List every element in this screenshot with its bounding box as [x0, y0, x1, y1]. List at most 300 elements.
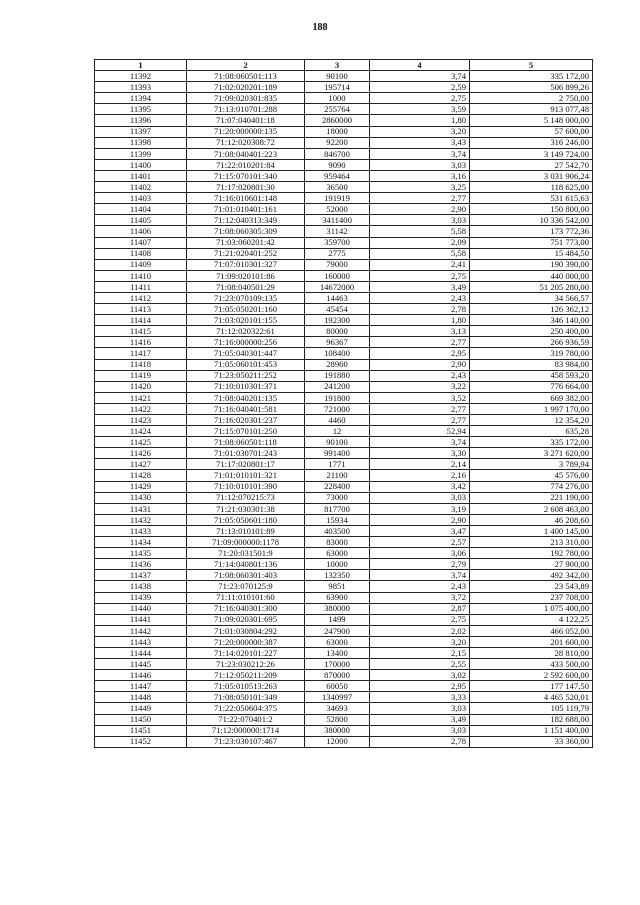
table-row [95, 315, 593, 326]
area-cell: 14463 [305, 292, 370, 303]
cadastral-number-cell: 71:21:020401:252 [187, 248, 305, 259]
row-number-cell: 11447 [95, 681, 187, 692]
area-cell: 96367 [305, 337, 370, 348]
value-cell: 335 172,00 [470, 71, 593, 82]
rate-cell: 2,55 [370, 659, 470, 670]
area-cell: 4460 [305, 415, 370, 426]
value-cell: 192 780,00 [470, 548, 593, 559]
area-cell: 60050 [305, 681, 370, 692]
value-cell: 126 362,12 [470, 304, 593, 315]
row-number-cell: 11410 [95, 270, 187, 281]
area-cell: 241200 [305, 381, 370, 392]
rate-cell: 2,78 [370, 304, 470, 315]
cadastral-number-cell: 71:23:030107:467 [187, 736, 305, 747]
rate-cell: 2,77 [370, 403, 470, 414]
cadastral-number-cell: 71:17:020801:17 [187, 459, 305, 470]
area-cell: 1499 [305, 614, 370, 625]
row-number-cell: 11413 [95, 304, 187, 315]
cadastral-number-cell: 71:08:060305:309 [187, 226, 305, 237]
area-cell: 12 [305, 426, 370, 437]
cadastral-number-cell: 71:17:020801:30 [187, 182, 305, 193]
area-cell: 170000 [305, 659, 370, 670]
area-cell: 192300 [305, 315, 370, 326]
rate-cell: 3,49 [370, 714, 470, 725]
rate-cell: 1,80 [370, 115, 470, 126]
area-cell: 191880 [305, 370, 370, 381]
value-cell: 913 077,48 [470, 104, 593, 115]
table-row [95, 204, 593, 215]
rate-cell: 2,95 [370, 348, 470, 359]
row-number-cell: 11399 [95, 148, 187, 159]
value-cell: 33 360,00 [470, 736, 593, 747]
value-cell: 221 190,00 [470, 492, 593, 503]
table-row [95, 193, 593, 204]
value-cell: 335 172,00 [470, 437, 593, 448]
rate-cell: 3,33 [370, 692, 470, 703]
cadastral-number-cell: 71:15:070101:250 [187, 426, 305, 437]
value-cell: 635,28 [470, 426, 593, 437]
rate-cell: 2,75 [370, 614, 470, 625]
area-cell: 52000 [305, 204, 370, 215]
value-cell: 27 900,00 [470, 559, 593, 570]
row-number-cell: 11411 [95, 281, 187, 292]
cadastral-number-cell: 71:20:031501:9 [187, 548, 305, 559]
value-cell: 506 899,26 [470, 82, 593, 93]
cadastral-number-cell: 71:03:020101:155 [187, 315, 305, 326]
value-cell: 1 075 400,00 [470, 603, 593, 614]
rate-cell: 2,43 [370, 581, 470, 592]
value-cell: 3 789,94 [470, 459, 593, 470]
area-cell: 90100 [305, 71, 370, 82]
cadastral-number-cell: 71:01:030701:243 [187, 448, 305, 459]
row-number-cell: 11441 [95, 614, 187, 625]
rate-cell: 3,06 [370, 548, 470, 559]
cadastral-number-cell: 71:08:060501:118 [187, 437, 305, 448]
cadastral-number-cell: 71:01:010101:321 [187, 470, 305, 481]
value-cell: 2 592 600,00 [470, 670, 593, 681]
cadastral-number-cell: 71:02:020201:189 [187, 82, 305, 93]
row-number-cell: 11405 [95, 215, 187, 226]
value-cell: 10 336 542,00 [470, 215, 593, 226]
cadastral-number-cell: 71:16:010601:148 [187, 193, 305, 204]
rate-cell: 2,09 [370, 237, 470, 248]
column-header-4: 4 [370, 60, 470, 71]
value-cell: 4 465 520,01 [470, 692, 593, 703]
row-number-cell: 11440 [95, 603, 187, 614]
cadastral-number-cell: 71:23:070125:9 [187, 581, 305, 592]
cadastral-number-cell: 71:13:010701:288 [187, 104, 305, 115]
cadastral-number-cell: 71:12:020308:72 [187, 137, 305, 148]
row-number-cell: 11437 [95, 570, 187, 581]
value-cell: 346 140,00 [470, 315, 593, 326]
table-row [95, 170, 593, 181]
row-number-cell: 11430 [95, 492, 187, 503]
rate-cell: 5,58 [370, 248, 470, 259]
table-row [95, 82, 593, 93]
value-cell: 23 543,89 [470, 581, 593, 592]
cadastral-number-cell: 71:08:060501:113 [187, 71, 305, 82]
cadastral-number-cell: 71:23:050211:252 [187, 370, 305, 381]
row-number-cell: 11397 [95, 126, 187, 137]
row-number-cell: 11442 [95, 625, 187, 636]
rate-cell: 3,03 [370, 725, 470, 736]
table-row [95, 570, 593, 581]
row-number-cell: 11426 [95, 448, 187, 459]
rate-cell: 2,77 [370, 415, 470, 426]
row-number-cell: 11432 [95, 514, 187, 525]
value-cell: 201 600,00 [470, 636, 593, 647]
table-body [95, 71, 593, 748]
cadastral-number-cell: 71:16:040301:300 [187, 603, 305, 614]
column-header-5: 5 [470, 60, 593, 71]
value-cell: 46 208,60 [470, 514, 593, 525]
rate-cell: 3,20 [370, 126, 470, 137]
rate-cell: 2,16 [370, 470, 470, 481]
rate-cell: 1,80 [370, 315, 470, 326]
area-cell: 34693 [305, 703, 370, 714]
row-number-cell: 11412 [95, 292, 187, 303]
value-cell: 237 708,00 [470, 592, 593, 603]
row-number-cell: 11419 [95, 370, 187, 381]
area-cell: 63000 [305, 548, 370, 559]
cadastral-number-cell: 71:05:050601:180 [187, 514, 305, 525]
area-cell: 12000 [305, 736, 370, 747]
cadastral-number-cell: 71:09:020301:695 [187, 614, 305, 625]
row-number-cell: 11406 [95, 226, 187, 237]
row-number-cell: 11416 [95, 337, 187, 348]
rate-cell: 3,47 [370, 525, 470, 536]
value-cell: 1 151 400,00 [470, 725, 593, 736]
table-row [95, 248, 593, 259]
area-cell: 63900 [305, 592, 370, 603]
table-row [95, 537, 593, 548]
value-cell: 466 052,00 [470, 625, 593, 636]
value-cell: 45 576,00 [470, 470, 593, 481]
table-row [95, 237, 593, 248]
table-row [95, 636, 593, 647]
cadastral-number-cell: 71:03:060201:42 [187, 237, 305, 248]
rate-cell: 3,52 [370, 392, 470, 403]
table-row [95, 492, 593, 503]
cadastral-number-cell: 71:08:040501:29 [187, 281, 305, 292]
area-cell: 2775 [305, 248, 370, 259]
area-cell: 3411400 [305, 215, 370, 226]
row-number-cell: 11395 [95, 104, 187, 115]
area-cell: 1000 [305, 93, 370, 104]
table-row [95, 104, 593, 115]
row-number-cell: 11403 [95, 193, 187, 204]
table-row [95, 548, 593, 559]
row-number-cell: 11448 [95, 692, 187, 703]
row-number-cell: 11425 [95, 437, 187, 448]
cadastral-number-cell: 71:10:010301:371 [187, 381, 305, 392]
table-header-row [95, 60, 593, 71]
row-number-cell: 11451 [95, 725, 187, 736]
area-cell: 1771 [305, 459, 370, 470]
rate-cell: 3,20 [370, 636, 470, 647]
table-row [95, 503, 593, 514]
value-cell: 3 149 724,00 [470, 148, 593, 159]
table-row [95, 437, 593, 448]
row-number-cell: 11431 [95, 503, 187, 514]
rate-cell: 3,74 [370, 437, 470, 448]
value-cell: 2 750,00 [470, 93, 593, 104]
rate-cell: 2,90 [370, 204, 470, 215]
table-row [95, 392, 593, 403]
table-row [95, 426, 593, 437]
cadastral-number-cell: 71:16:000000:256 [187, 337, 305, 348]
cadastral-number-cell: 71:16:020301:237 [187, 415, 305, 426]
cadastral-number-cell: 71:15:070101:340 [187, 170, 305, 181]
value-cell: 34 566,57 [470, 292, 593, 303]
row-number-cell: 11434 [95, 537, 187, 548]
table-row [95, 182, 593, 193]
row-number-cell: 11407 [95, 237, 187, 248]
area-cell: 195714 [305, 82, 370, 93]
table-row [95, 559, 593, 570]
rate-cell: 2,43 [370, 370, 470, 381]
table-row [95, 326, 593, 337]
row-number-cell: 11423 [95, 415, 187, 426]
row-number-cell: 11400 [95, 159, 187, 170]
rate-cell: 2,77 [370, 193, 470, 204]
rate-cell: 2,78 [370, 736, 470, 747]
rate-cell: 3,74 [370, 71, 470, 82]
value-cell: 774 276,00 [470, 481, 593, 492]
value-cell: 1 400 145,00 [470, 525, 593, 536]
value-cell: 440 000,00 [470, 270, 593, 281]
rate-cell: 3,42 [370, 481, 470, 492]
row-number-cell: 11396 [95, 115, 187, 126]
area-cell: 1340997 [305, 692, 370, 703]
row-number-cell: 11408 [95, 248, 187, 259]
cadastral-number-cell: 71:07:010301:327 [187, 259, 305, 270]
area-cell: 991400 [305, 448, 370, 459]
cadastral-number-cell: 71:08:040201:135 [187, 392, 305, 403]
rate-cell: 3,72 [370, 592, 470, 603]
value-cell: 4 122,25 [470, 614, 593, 625]
table-row [95, 370, 593, 381]
table-row [95, 381, 593, 392]
cadastral-number-cell: 71:01:030804:292 [187, 625, 305, 636]
table-row [95, 304, 593, 315]
value-cell: 118 625,00 [470, 182, 593, 193]
table-row [95, 736, 593, 747]
value-cell: 15 484,50 [470, 248, 593, 259]
rate-cell: 3,03 [370, 159, 470, 170]
value-cell: 3 031 906,24 [470, 170, 593, 181]
cadastral-number-cell: 71:09:020301:835 [187, 93, 305, 104]
rate-cell: 3,02 [370, 670, 470, 681]
cadastral-number-cell: 71:21:030301:38 [187, 503, 305, 514]
row-number-cell: 11427 [95, 459, 187, 470]
value-cell: 182 688,00 [470, 714, 593, 725]
area-cell: 31142 [305, 226, 370, 237]
area-cell: 380000 [305, 725, 370, 736]
cadastral-number-cell: 71:22:050604:375 [187, 703, 305, 714]
value-cell: 319 780,00 [470, 348, 593, 359]
table-row [95, 614, 593, 625]
table-row [95, 647, 593, 658]
cadastral-number-cell: 71:14:040801:136 [187, 559, 305, 570]
table-row [95, 115, 593, 126]
table-row [95, 292, 593, 303]
value-cell: 2 608 463,00 [470, 503, 593, 514]
row-number-cell: 11418 [95, 359, 187, 370]
value-cell: 57 600,00 [470, 126, 593, 137]
rate-cell: 2,90 [370, 514, 470, 525]
cadastral-number-cell: 71:12:000000:1714 [187, 725, 305, 736]
row-number-cell: 11398 [95, 137, 187, 148]
rate-cell: 2,75 [370, 270, 470, 281]
row-number-cell: 11421 [95, 392, 187, 403]
table-row [95, 670, 593, 681]
area-cell: 191800 [305, 392, 370, 403]
table-row [95, 659, 593, 670]
table-row [95, 159, 593, 170]
value-cell: 669 382,00 [470, 392, 593, 403]
cadastral-number-cell: 71:12:020322:61 [187, 326, 305, 337]
cadastral-number-cell: 71:16:040401:581 [187, 403, 305, 414]
area-cell: 18000 [305, 126, 370, 137]
table-row [95, 215, 593, 226]
cadastral-number-cell: 71:05:040301:447 [187, 348, 305, 359]
table-row [95, 403, 593, 414]
value-cell: 316 246,00 [470, 137, 593, 148]
rate-cell: 3,74 [370, 570, 470, 581]
area-cell: 108400 [305, 348, 370, 359]
area-cell: 721000 [305, 403, 370, 414]
area-cell: 36500 [305, 182, 370, 193]
row-number-cell: 11445 [95, 659, 187, 670]
row-number-cell: 11422 [95, 403, 187, 414]
column-header-3: 3 [305, 60, 370, 71]
rate-cell: 2,75 [370, 93, 470, 104]
area-cell: 380000 [305, 603, 370, 614]
row-number-cell: 11417 [95, 348, 187, 359]
cadastral-number-cell: 71:09:020101:86 [187, 270, 305, 281]
rate-cell: 3,49 [370, 281, 470, 292]
rate-cell: 2,90 [370, 359, 470, 370]
rate-cell: 2,43 [370, 292, 470, 303]
rate-cell: 2,59 [370, 82, 470, 93]
table-row [95, 459, 593, 470]
rate-cell: 3,59 [370, 104, 470, 115]
table-row [95, 470, 593, 481]
row-number-cell: 11449 [95, 703, 187, 714]
rate-cell: 2,77 [370, 337, 470, 348]
table-row [95, 481, 593, 492]
row-number-cell: 11404 [95, 204, 187, 215]
rate-cell: 3,43 [370, 137, 470, 148]
value-cell: 492 342,00 [470, 570, 593, 581]
value-cell: 776 664,00 [470, 381, 593, 392]
area-cell: 846700 [305, 148, 370, 159]
row-number-cell: 11424 [95, 426, 187, 437]
row-number-cell: 11429 [95, 481, 187, 492]
table-row [95, 137, 593, 148]
area-cell: 73000 [305, 492, 370, 503]
row-number-cell: 11438 [95, 581, 187, 592]
value-cell: 190 390,00 [470, 259, 593, 270]
table-row [95, 226, 593, 237]
cadastral-number-cell: 71:10:010101:390 [187, 481, 305, 492]
area-cell: 870000 [305, 670, 370, 681]
area-cell: 403500 [305, 525, 370, 536]
area-cell: 92200 [305, 137, 370, 148]
cadastral-value-table [94, 59, 593, 748]
column-header-2: 2 [187, 60, 305, 71]
rate-cell: 3,19 [370, 503, 470, 514]
cadastral-number-cell: 71:08:050101:349 [187, 692, 305, 703]
cadastral-number-cell: 71:22:010201:84 [187, 159, 305, 170]
table-row [95, 603, 593, 614]
row-number-cell: 11420 [95, 381, 187, 392]
area-cell: 21100 [305, 470, 370, 481]
value-cell: 150 800,00 [470, 204, 593, 215]
rate-cell: 2,79 [370, 559, 470, 570]
area-cell: 9851 [305, 581, 370, 592]
table-row [95, 681, 593, 692]
area-cell: 80000 [305, 326, 370, 337]
table-row [95, 714, 593, 725]
cadastral-number-cell: 71:08:040401:223 [187, 148, 305, 159]
area-cell: 28960 [305, 359, 370, 370]
value-cell: 28 810,00 [470, 647, 593, 658]
cadastral-number-cell: 71:23:030212:26 [187, 659, 305, 670]
table-row [95, 281, 593, 292]
table-row [95, 703, 593, 714]
area-cell: 13400 [305, 647, 370, 658]
page-number: 188 [312, 22, 328, 33]
area-cell: 228400 [305, 481, 370, 492]
cadastral-number-cell: 71:20:000000:387 [187, 636, 305, 647]
area-cell: 191919 [305, 193, 370, 204]
row-number-cell: 11450 [95, 714, 187, 725]
row-number-cell: 11401 [95, 170, 187, 181]
row-number-cell: 11392 [95, 71, 187, 82]
area-cell: 10000 [305, 559, 370, 570]
table-row [95, 93, 593, 104]
area-cell: 817700 [305, 503, 370, 514]
rate-cell: 3,22 [370, 381, 470, 392]
rate-cell: 2,41 [370, 259, 470, 270]
table-row [95, 625, 593, 636]
value-cell: 27 542,70 [470, 159, 593, 170]
value-cell: 3 271 620,00 [470, 448, 593, 459]
rate-cell: 2,02 [370, 625, 470, 636]
rate-cell: 2,95 [370, 681, 470, 692]
row-number-cell: 11433 [95, 525, 187, 536]
table-row [95, 692, 593, 703]
rate-cell: 2,87 [370, 603, 470, 614]
column-header-1: 1 [95, 60, 187, 71]
value-cell: 173 772,36 [470, 226, 593, 237]
row-number-cell: 11409 [95, 259, 187, 270]
table-row [95, 270, 593, 281]
area-cell: 83000 [305, 537, 370, 548]
cadastral-number-cell: 71:09:000000:1178 [187, 537, 305, 548]
cadastral-number-cell: 71:12:040313:349 [187, 215, 305, 226]
area-cell: 9090 [305, 159, 370, 170]
area-cell: 14672000 [305, 281, 370, 292]
cadastral-number-cell: 71:14:020101:227 [187, 647, 305, 658]
row-number-cell: 11415 [95, 326, 187, 337]
rate-cell: 2,14 [370, 459, 470, 470]
row-number-cell: 11439 [95, 592, 187, 603]
area-cell: 79000 [305, 259, 370, 270]
cadastral-number-cell: 71:05:010513:263 [187, 681, 305, 692]
